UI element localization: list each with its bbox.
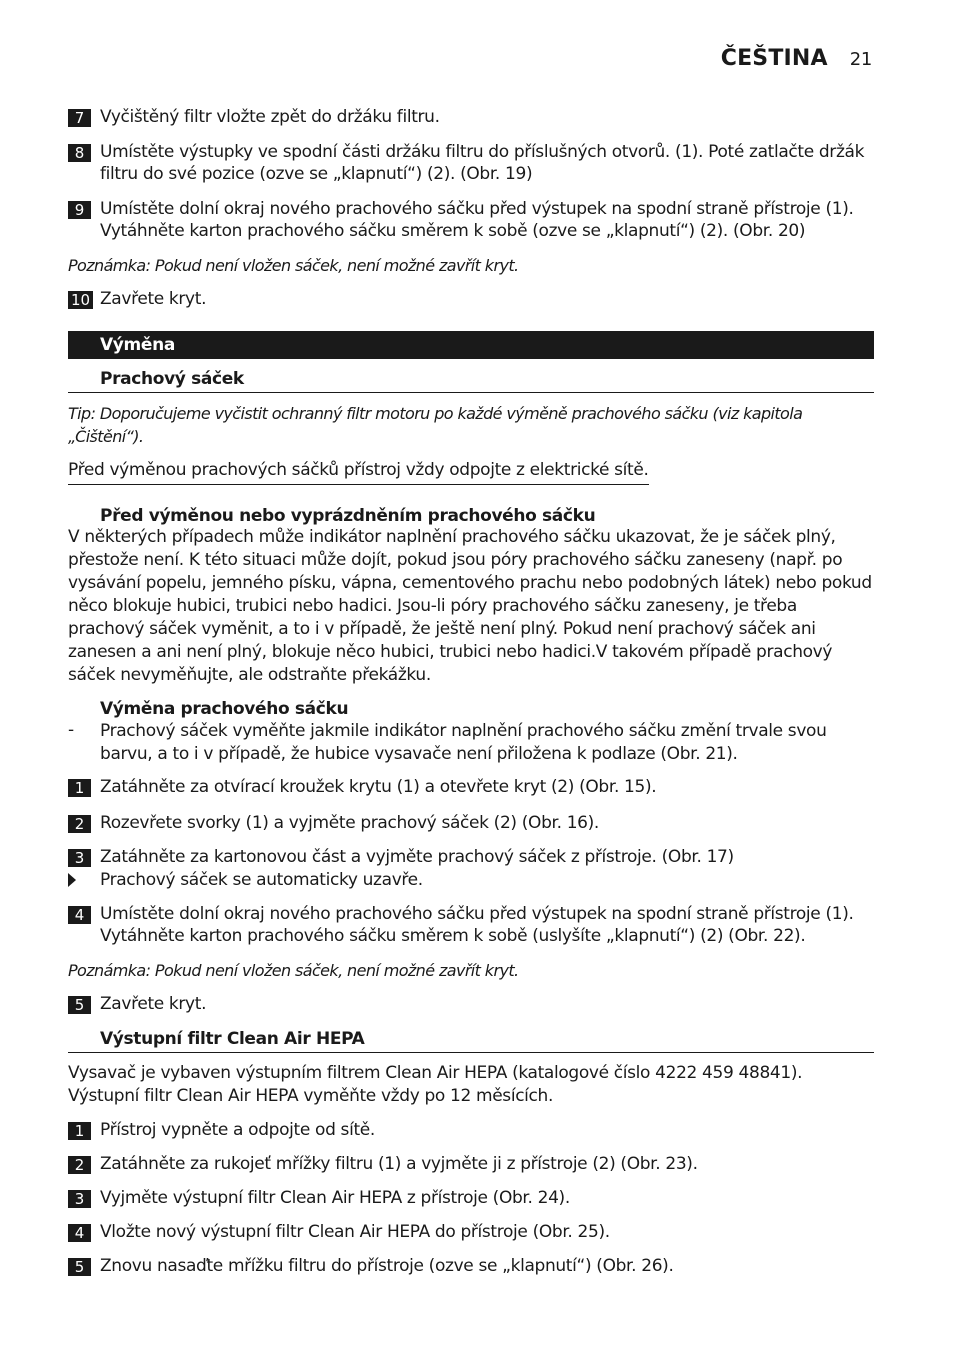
step-number: 1 xyxy=(68,1122,91,1140)
step-number: 5 xyxy=(68,996,91,1014)
step-item xyxy=(68,812,874,834)
dash-mark: - xyxy=(68,720,74,740)
page-header xyxy=(721,46,872,71)
step-number: 2 xyxy=(68,815,91,833)
note: Poznámka: Pokud není vložen sáček, není možné zavřít kryt. xyxy=(68,961,519,980)
step-number: 2 xyxy=(68,1156,91,1174)
language-label: ČEŠTINA xyxy=(720,46,828,71)
subheading-before-replacing: Před výměnou nebo vyprázdněním prachového sáčku xyxy=(100,506,596,526)
step-text: Umístěte výstupky ve spodní části držáku filtru do příslušných otvorů. (1). Poté zatlačte držák filtru do své pozice (ozve se „klapnutí“) (2). (Obr. 19) xyxy=(100,142,865,184)
step-number: 3 xyxy=(68,849,91,867)
paragraph-line: Výstupní filtr Clean Air HEPA vyměňte vždy po 12 měsících. xyxy=(68,1086,554,1106)
paragraph xyxy=(68,1062,874,1108)
subheading-dust-bag: Prachový sáček xyxy=(68,368,874,393)
step-item xyxy=(68,1119,874,1141)
step-text: Zavřete kryt. xyxy=(100,289,207,309)
step-text: Zatáhněte za rukojeť mřížky filtru (1) a vyjměte ji z přístroje (2) (Obr. 23). xyxy=(100,1154,698,1174)
warning xyxy=(68,459,649,485)
page-number: 21 xyxy=(849,49,872,70)
step-text: Umístěte dolní okraj nového prachového sáčku před výstupek na spodní straně přístroje (1). Vytáhněte karton prachového sáčku směrem k sobě (uslyšíte „klapnutí“) (2) (Obr. 22). xyxy=(100,904,854,946)
step-item xyxy=(68,198,874,242)
step-text: Vložte nový výstupní filtr Clean Air HEPA do přístroje (Obr. 25). xyxy=(100,1222,610,1242)
step-number: 4 xyxy=(68,1224,91,1242)
step-item xyxy=(68,1153,874,1175)
paragraph-line: Vysavač je vybaven výstupním filtrem Clean Air HEPA (katalogové číslo 4222 459 48841). xyxy=(68,1063,803,1083)
step-text: Umístěte dolní okraj nového prachového sáčku před výstupek na spodní straně přístroje (1). Vytáhněte karton prachového sáčku směrem k sobě (ozve se „klapnutí“) (2). (Obr. 20) xyxy=(100,199,854,241)
step-item xyxy=(68,903,874,947)
list-item xyxy=(68,720,874,766)
step-text: Rozevřete svorky (1) a vyjměte prachový sáček (2) (Obr. 16). xyxy=(100,813,599,833)
step-number: 9 xyxy=(68,201,91,219)
step-text: Zatáhněte za kartonovou část a vyjměte prachový sáček z přístroje. (Obr. 17) xyxy=(100,847,734,867)
step-text: Přístroj vypněte a odpojte od sítě. xyxy=(100,1120,375,1140)
step-item xyxy=(68,141,874,185)
paragraph: V některých případech může indikátor naplnění prachového sáčku ukazovat, že je sáček plný, přestože není. K této situaci může dojít, pokud jsou póry prachového sáčku zaneseny (např. po vysávání popelu, jemného písku, vápna, cementového prachu nebo podobných látek) nebo pokud něco blokuje hubici, trubici nebo hadici. Jsou-li póry prachového sáčku zaneseny, je třeba prachový sáček vyměnit, a to i v případě, že ještě není plný. Pokud není prachový sáček ani zanesen a ani není plný, blokuje něco hubici, trubici nebo hadici.V takovém případě prachový sáček nevyměňujte, ale odstraňte překážku. xyxy=(68,527,872,685)
step-item xyxy=(68,776,874,798)
step-item xyxy=(68,106,874,128)
note: Poznámka: Pokud není vložen sáček, není možné zavřít kryt. xyxy=(68,256,519,275)
step-number: 1 xyxy=(68,779,91,797)
step-item xyxy=(68,288,874,310)
step-number: 4 xyxy=(68,906,91,924)
result-text: Prachový sáček se automaticky uzavře. xyxy=(100,870,423,890)
step-text: Vyčištěný filtr vložte zpět do držáku filtru. xyxy=(100,107,440,127)
step-text: Znovu nasaďte mřížku filtru do přístroje (ozve se „klapnutí“) (Obr. 26). xyxy=(100,1256,674,1276)
step-text: Vyjměte výstupní filtr Clean Air HEPA z přístroje (Obr. 24). xyxy=(100,1188,570,1208)
step-item xyxy=(68,1221,874,1243)
step-number: 7 xyxy=(68,109,91,127)
tip: Tip: Doporučujeme vyčistit ochranný filtr motoru po každé výměně prachového sáčku (viz kapitola „Čištění“). xyxy=(68,404,803,446)
step-text: Zavřete kryt. xyxy=(100,994,207,1014)
result-arrow-icon xyxy=(68,873,76,887)
step-item xyxy=(68,993,874,1015)
step-number: 10 xyxy=(68,291,93,309)
step-item xyxy=(68,1255,874,1277)
step-number: 5 xyxy=(68,1258,91,1276)
step-item xyxy=(68,1187,874,1209)
step-text: Zatáhněte za otvírací kroužek krytu (1) a otevřete kryt (2) (Obr. 15). xyxy=(100,777,657,797)
step-item xyxy=(68,846,874,868)
list-item-text: Prachový sáček vyměňte jakmile indikátor naplnění prachového sáčku změní trvale svou barvu, a to i v případě, že hubice vysavače není přiložena k podlaze (Obr. 21). xyxy=(100,721,827,764)
subheading-hepa: Výstupní filtr Clean Air HEPA xyxy=(68,1028,874,1053)
step-number: 3 xyxy=(68,1190,91,1208)
subheading-replacing: Výměna prachového sáčku xyxy=(100,699,349,719)
result-item xyxy=(68,869,874,891)
warning-text: Před výměnou prachových sáčků přístroj vždy odpojte z elektrické sítě. xyxy=(68,459,649,485)
section-title: Výměna xyxy=(68,331,874,359)
step-number: 8 xyxy=(68,144,91,162)
